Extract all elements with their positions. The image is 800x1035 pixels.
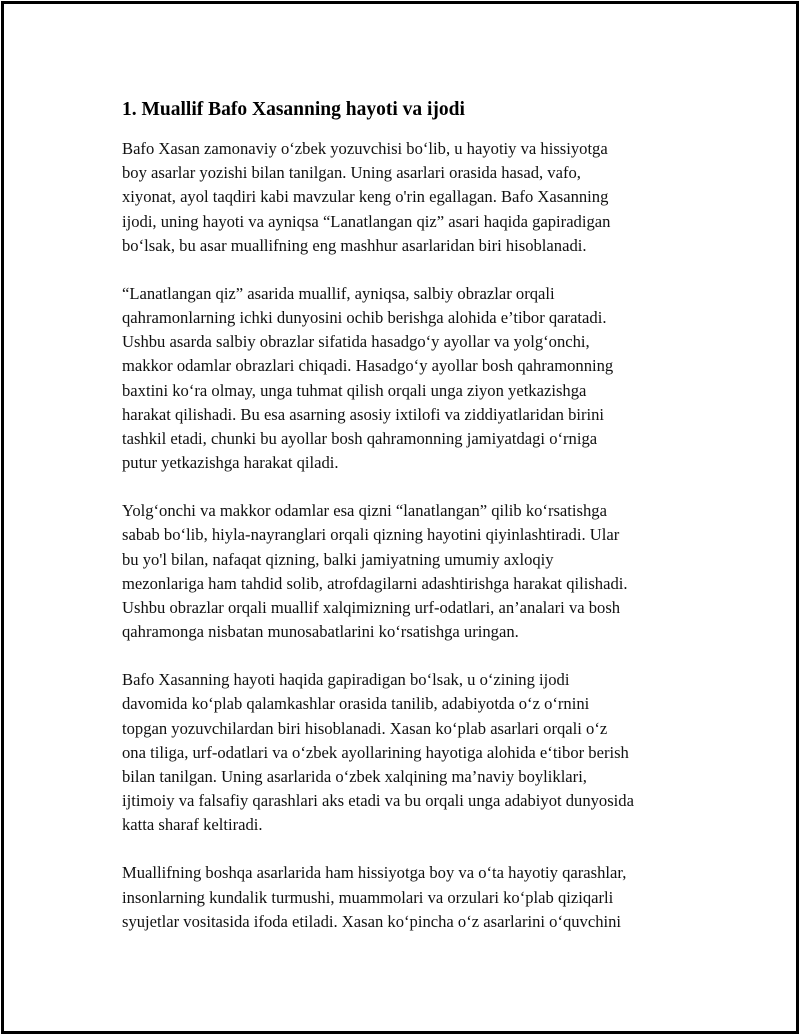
text-line: sabab bo‘lib, hiyla-nayranglari orqali qizning hayotini qiyinlashtiradi. Ular	[122, 525, 620, 545]
text-line: Ushbu obrazlar orqali muallif xalqimizning urf-odatlari, an’analari va bosh	[122, 598, 621, 618]
text-line: tashkil etadi, chunki bu ayollar bosh qahramonning jamiyatdagi o‘rniga	[122, 429, 598, 449]
section-heading: 1. Muallif Bafo Xasanning hayoti va ijodi	[122, 99, 465, 120]
text-line: syujetlar vositasida ifoda etiladi. Xasan ko‘pincha o‘z asarlarini o‘quvchini	[122, 911, 622, 931]
text-line: boy asarlar yozishi bilan tanilgan. Uning asarlari orasida hasad, vafo,	[122, 163, 581, 183]
text-line: putur yetkazishga harakat qiladi.	[122, 453, 339, 473]
text-line: harakat qilishadi. Bu esa asarning asosiy ixtilofi va ziddiyatlaridan birini	[122, 404, 605, 424]
document-body	[122, 98, 694, 958]
page-frame	[1, 1, 799, 1034]
text-line: bilan tanilgan. Uning asarlarida o‘zbek xalqining ma’naviy boyliklari,	[122, 767, 587, 787]
text-line: katta sharaf keltiradi.	[122, 815, 263, 835]
text-line: xiyonat, ayol taqdiri kabi mavzular keng o'rin egallagan. Bafo Xasanning	[122, 187, 609, 207]
text-line: “Lanatlangan qiz” asarida muallif, ayniqsa, salbiy obrazlar orqali	[122, 283, 555, 303]
text-line: baxtini ko‘ra olmay, unga tuhmat qilish orqali unga ziyon yetkazishga	[122, 380, 587, 400]
text-line: Bafo Xasanning hayoti haqida gapiradigan bo‘lsak, u o‘zining ijodi	[122, 670, 570, 690]
paragraph-list	[122, 137, 694, 934]
text-line: makkor odamlar obrazlari chiqadi. Hasadgo‘y ayollar bosh qahramonning	[122, 356, 614, 376]
paragraph	[122, 668, 694, 837]
text-line: ijodi, uning hayoti va ayniqsa “Lanatlangan qiz” asari haqida gapiradigan	[122, 211, 611, 231]
text-line: Bafo Xasan zamonaviy o‘zbek yozuvchisi bo‘lib, u hayotiy va hissiyotga	[122, 139, 608, 158]
text-line: topgan yozuvchilardan biri hisoblanadi. Xasan ko‘plab asarlari orqali o‘z	[122, 718, 608, 738]
text-line: Muallifning boshqa asarlarida ham hissiyotga boy va o‘ta hayotiy qarashlar,	[122, 863, 627, 883]
text-line: ona tiliga, urf-odatlari va o‘zbek ayollarining hayotiga alohida e‘tibor berish	[122, 742, 629, 762]
paragraph	[122, 137, 694, 258]
text-line: davomida ko‘plab qalamkashlar orasida tanilib, adabiyotda o‘z o‘rnini	[122, 694, 590, 714]
paragraph	[122, 861, 694, 934]
text-line: Ushbu asarda salbiy obrazlar sifatida hasadgo‘y ayollar va yolg‘onchi,	[122, 332, 590, 352]
text-line: qahramonga nisbatan munosabatlarini ko‘rsatishga uringan.	[122, 622, 519, 642]
text-line: bu yo'l bilan, nafaqat qizning, balki jamiyatning umumiy axloqiy	[122, 549, 554, 569]
text-line: ijtimoiy va falsafiy qarashlari aks etadi va bu orqali unga adabiyot dunyosida	[122, 791, 634, 811]
paragraph	[122, 499, 694, 644]
paragraph	[122, 282, 694, 476]
text-line: qahramonlarning ichki dunyosini ochib berishga alohida e’tibor qaratadi.	[122, 308, 607, 328]
text-line: Yolg‘onchi va makkor odamlar esa qizni “lanatlangan” qilib ko‘rsatishga	[122, 501, 607, 521]
text-line: mezonlariga ham tahdid solib, atrofdagilarni adashtirishga harakat qilishadi.	[122, 573, 628, 593]
text-line: insonlarning kundalik turmushi, muammolari va orzulari ko‘plab qiziqarli	[122, 887, 614, 907]
text-line: bo‘lsak, bu asar muallifning eng mashhur asarlaridan biri hisoblanadi.	[122, 235, 587, 255]
